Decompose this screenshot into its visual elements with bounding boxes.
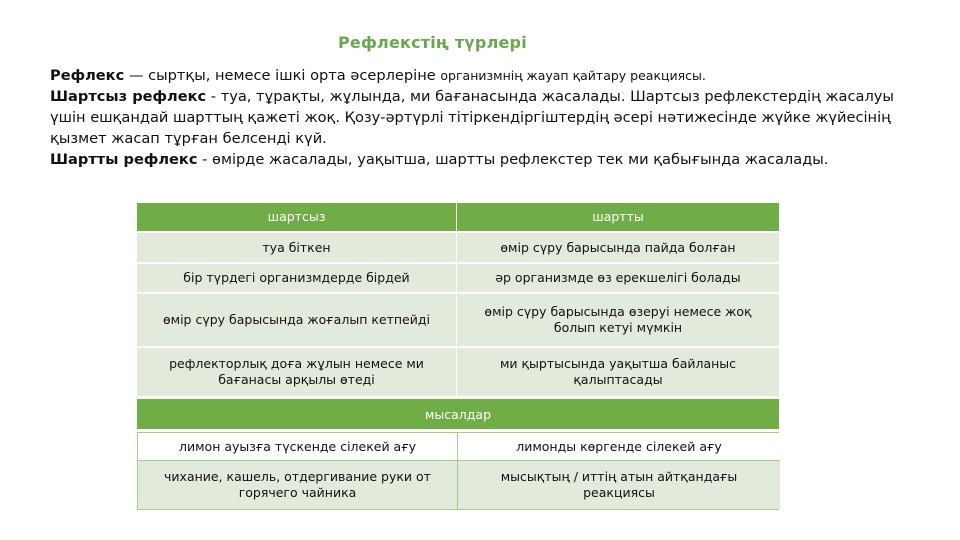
reflex-definition: [50, 65, 910, 86]
table-cell: чихание, кашель, отдергивание руки от горячего чайника: [138, 461, 458, 509]
reflex-term: Рефлекс: [50, 67, 125, 84]
examples-table: [137, 432, 779, 510]
table-cell: рефлекторлық доға жұлын немесе ми бағанасы арқылы өтеді: [137, 348, 457, 396]
table-cell: өмір сүру барысында пайда болған: [457, 233, 779, 262]
table-cell: әр организмде өз ерекшелігі болады: [457, 264, 779, 292]
conditioned-term: Шартты рефлекс: [50, 151, 198, 168]
table-row: [137, 262, 779, 292]
table-row: [138, 460, 780, 509]
conditioned-def: - өмірде жасалады, уақытша, шартты рефлекстер тек ми қабығында жасалады.: [197, 151, 829, 168]
table-row: [138, 433, 780, 460]
header-conditioned: шартты: [457, 203, 779, 231]
unconditioned-def: - туа, тұрақты, жұлында, ми бағанасында жасалады. Шартсыз рефлекстердің жасалуы үшін ешқандай шарттың қажеті жоқ. Қозу-әртүрлі тітіркендіргіштердің әсері нәтижесінде жүйке жүйесінің қызмет жасап тұрған белсенді күй.: [50, 88, 894, 147]
table-row: [137, 231, 779, 262]
table-cell: бір түрдегі организмдерде бірдей: [137, 264, 457, 292]
table-cell: лимонды көргенде сілекей ағу: [458, 433, 780, 460]
intro-text: [50, 65, 910, 170]
table-cell: лимон ауызға түскенде сілекей ағу: [138, 433, 458, 460]
reflex-def-part2: организмнің жауап қайтару реакциясы.: [440, 68, 706, 83]
table-row: [137, 292, 779, 346]
conditioned-definition: [50, 149, 910, 170]
comparison-table: [137, 203, 779, 510]
table-header-row: [137, 203, 779, 231]
examples-header: мысалдар: [137, 399, 779, 429]
table-cell: мысықтың / иттің атын айтқандағы реакциясы: [458, 461, 780, 509]
table-cell: өмір сүру барысында өзеруі немесе жоқ болып кетуі мүмкін: [457, 294, 779, 346]
unconditioned-definition: [50, 86, 910, 149]
table-cell: өмір сүру барысында жоғалып кетпейді: [137, 294, 457, 346]
page-title: Рефлекстің түрлері: [338, 33, 527, 52]
reflex-def-part1: — сыртқы, немесе ішкі орта әсерлеріне: [124, 67, 441, 84]
header-unconditioned: шартсыз: [137, 203, 457, 231]
unconditioned-term: Шартсыз рефлекс: [50, 88, 207, 105]
table-row: [137, 346, 779, 396]
table-cell: туа біткен: [137, 233, 457, 262]
table-cell: ми қыртысында уақытша байланыс қалыптасады: [457, 348, 779, 396]
